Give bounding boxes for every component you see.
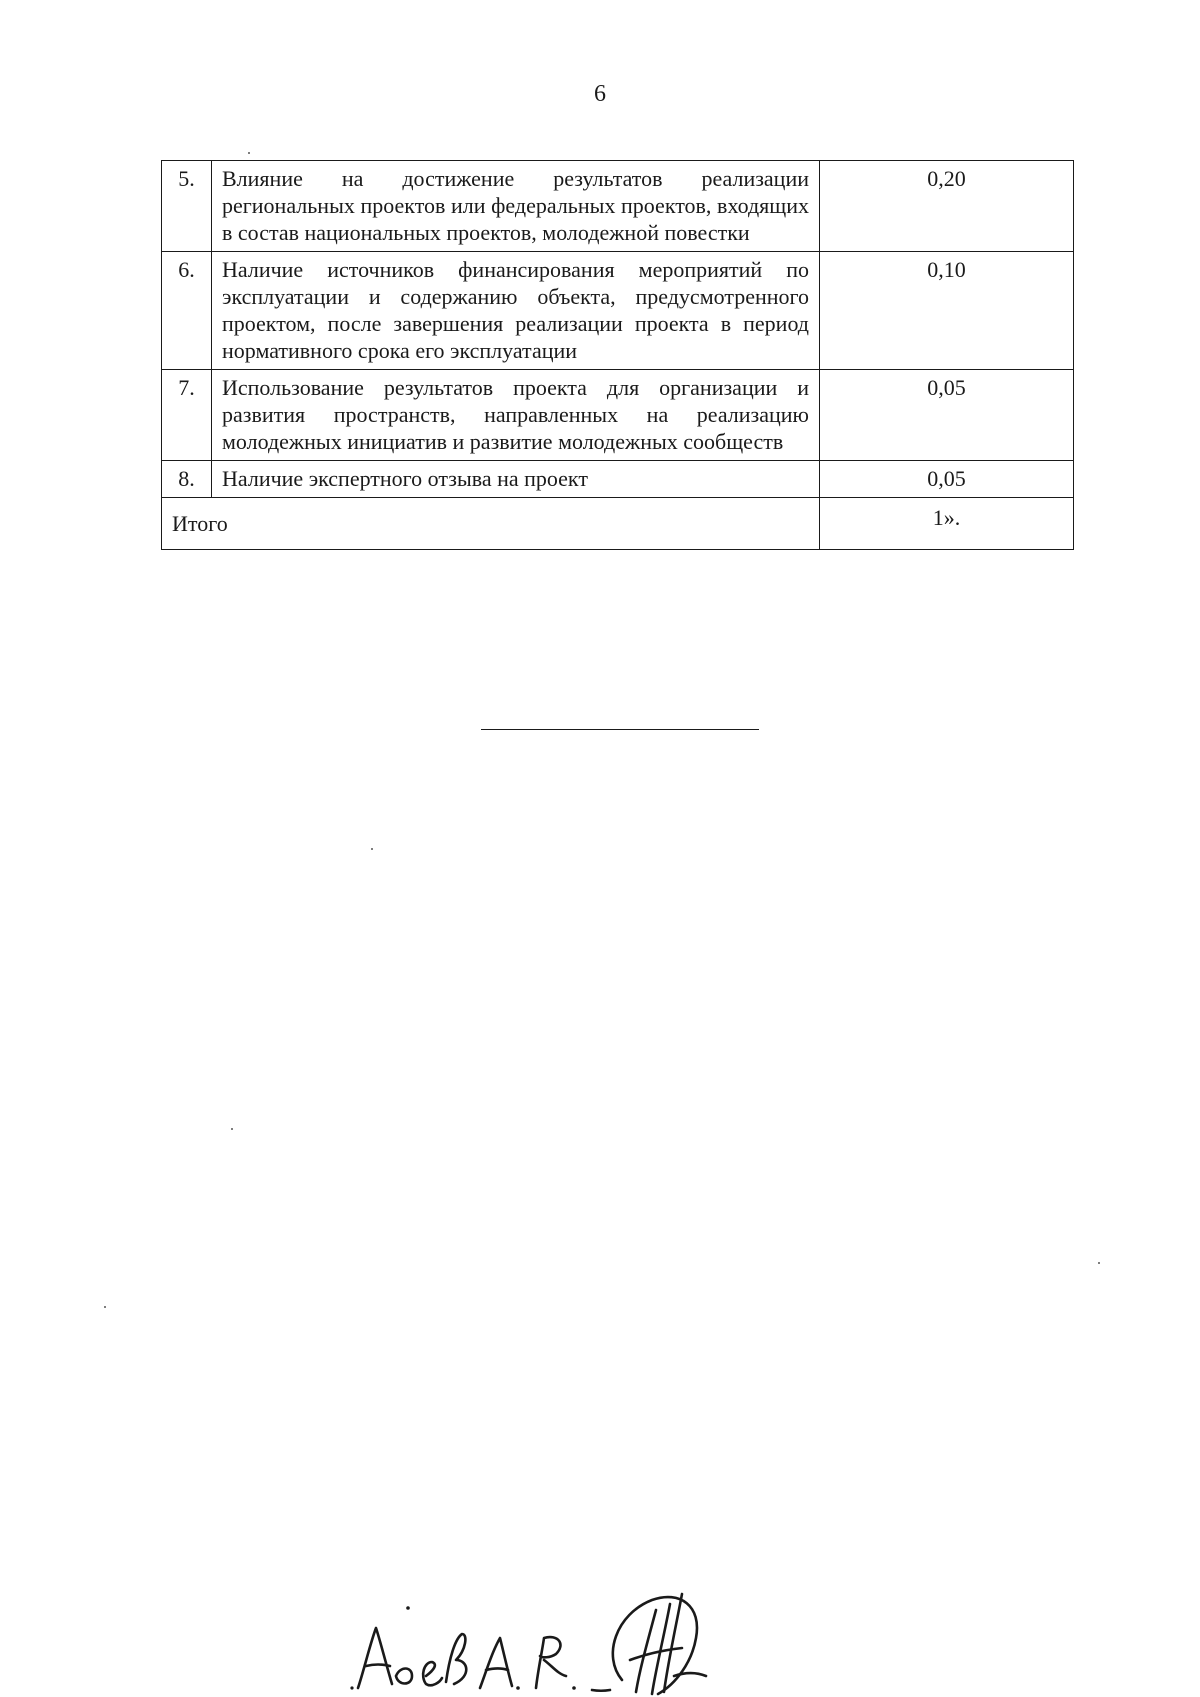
criterion-weight: 0,05: [820, 461, 1074, 498]
end-of-document-rule: [481, 729, 759, 730]
criterion-text: Использование результатов проекта для организации и развития пространств, направленных на реализацию молодежных инициатив и развитие молодежных сообществ: [212, 370, 820, 461]
row-number: 8.: [162, 461, 212, 498]
criterion-weight: 0,05: [820, 370, 1074, 461]
table-row: [162, 252, 1074, 370]
scan-speck: [371, 848, 373, 850]
scan-speck: [104, 1306, 106, 1308]
criterion-text: Наличие источников финансирования мероприятий по эксплуатации и содержанию объекта, предусмотренного проектом, после завершения реализации проекта в период нормативного срока его эксплуатации: [212, 252, 820, 370]
table-row: [162, 161, 1074, 252]
row-number: 6.: [162, 252, 212, 370]
total-row: [162, 498, 1074, 550]
criterion-text: Влияние на достижение результатов реализации региональных проектов или федеральных проектов, входящих в состав национальных проектов, молодежной повестки: [212, 161, 820, 252]
criterion-weight: 0,10: [820, 252, 1074, 370]
row-number: 7.: [162, 370, 212, 461]
criteria-weights-table: [161, 160, 1074, 550]
total-label: Итого: [162, 498, 820, 550]
handwritten-signature: [330, 1580, 750, 1697]
row-number: 5.: [162, 161, 212, 252]
scan-speck: [231, 1128, 233, 1130]
table-row: [162, 461, 1074, 498]
scan-speck: [248, 152, 250, 154]
criterion-text: Наличие экспертного отзыва на проект: [212, 461, 820, 498]
total-weight: 1».: [820, 498, 1074, 550]
criterion-weight: 0,20: [820, 161, 1074, 252]
page-number: 6: [594, 81, 606, 107]
scan-speck: [1098, 1262, 1100, 1264]
table-row: [162, 370, 1074, 461]
